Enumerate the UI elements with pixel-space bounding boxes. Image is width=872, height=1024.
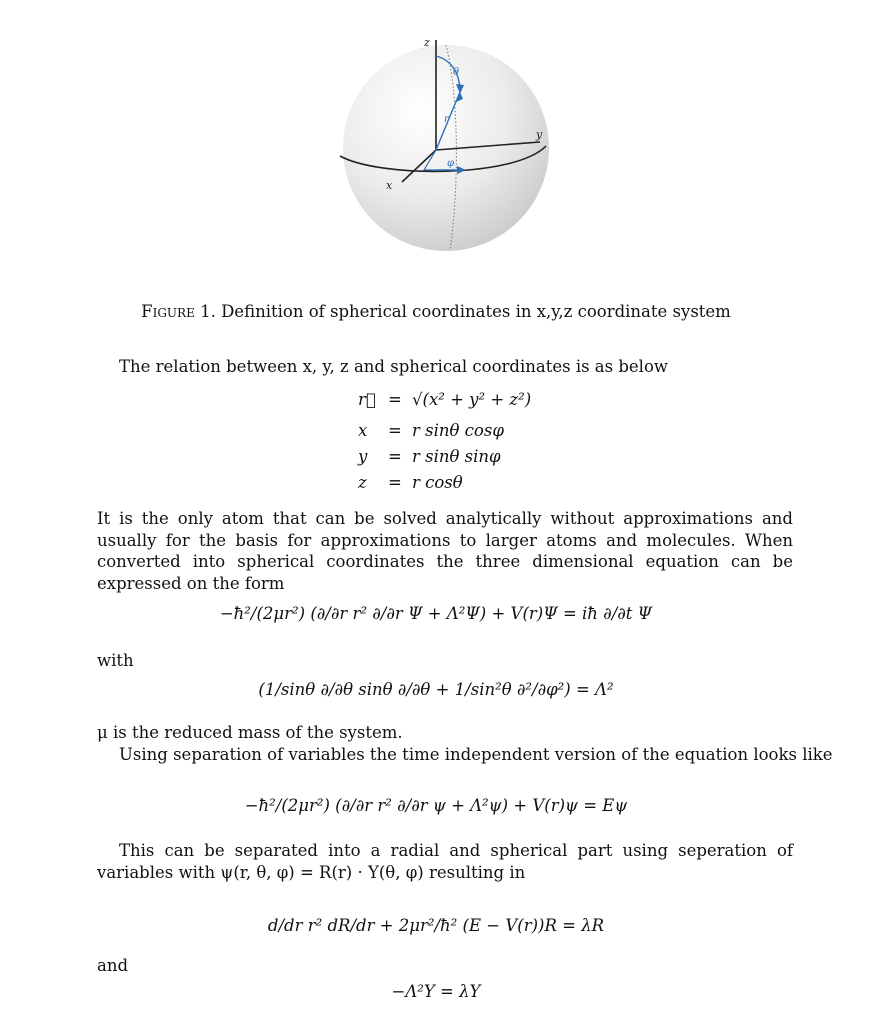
spherical-coordinates-figure [320,30,560,255]
relation-rhs: r cosθ [412,473,463,492]
relation-lhs: r⃗ [358,390,376,409]
separation-line: Using separation of variables the time independent version of the equation looks like [119,745,833,764]
intro-line: The relation between x, y, z and spherical coordinates is as below [119,357,669,376]
relation-lhs: y [358,447,368,466]
figure-caption-label: Figure 1. [141,302,216,321]
equation-radial: d/dr r² dR/dr + 2μr²/ħ² (E − V(r))R = λR [267,916,605,935]
relation-eq: = [388,473,402,492]
relation-row [340,421,560,445]
relation-rhs: r sinθ sinφ [412,447,501,466]
relation-row [340,473,560,497]
theta-label: θ [453,67,460,78]
mu-line: μ is the reduced mass of the system. [97,723,403,742]
equation-time-independent: −ħ²/(2μr²) (∂/∂r r² ∂/∂r ψ + Λ²ψ) + V(r)ψ = Eψ [244,796,628,815]
relation-rhs: √(x² + y² + z²) [412,390,532,409]
y-label: y [536,128,543,141]
and-label: and [97,956,129,975]
figure-caption [0,302,872,321]
figure-caption-text: Definition of spherical coordinates in x,y,z coordinate system [221,302,731,321]
relation-rhs: r sinθ cosφ [412,421,504,440]
equation-lambda: (1/sinθ ∂/∂θ sinθ ∂/∂θ + 1/sin²θ ∂²/∂φ²) = Λ² [258,680,614,699]
relation-eq: = [388,421,402,440]
paragraph-1: It is the only atom that can be solved analytically without approximations and usually for the basis for approximations to larger atoms and molecules. When converted into spherical coordinates the three dimensional equation can be expressed on the form [97,509,793,593]
relation-lhs: x [358,421,368,440]
with-label: with [97,651,134,670]
relation-row [340,390,560,414]
relation-eq: = [388,390,402,409]
relation-lhs: z [358,473,367,492]
equation-time-dependent: −ħ²/(2μr²) (∂/∂r r² ∂/∂r Ψ + Λ²Ψ) + V(r)Ψ = iħ ∂/∂t Ψ [219,604,653,623]
sphere [343,45,549,251]
equation-angular: −Λ²Y = λY [391,982,481,1001]
paragraph-2: This can be separated into a radial and spherical part using seperation of variables with ψ(r, θ, φ) = R(r) · Y(θ, φ) resulting in [97,841,793,882]
z-label: z [424,36,430,49]
x-label: x [386,179,393,192]
phi-label: φ [447,158,455,169]
r-label: r [444,114,449,125]
relation-eq: = [388,447,402,466]
relation-row [340,447,560,471]
